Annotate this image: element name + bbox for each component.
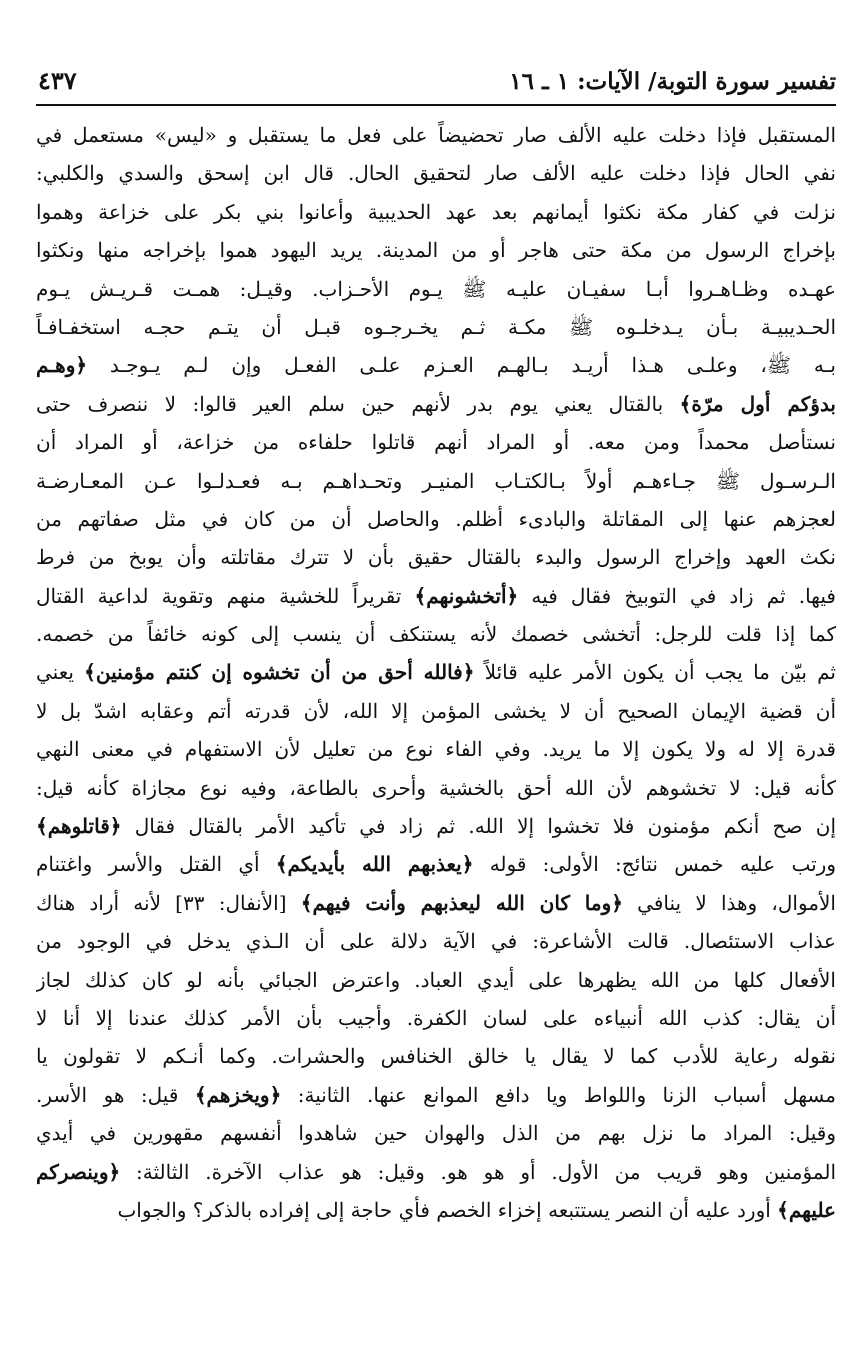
- text-line: [36, 308, 836, 346]
- quran-quote: ﴿فالله أحق من أن تخشوه إن كنتم مؤمنين﴾: [84, 660, 475, 685]
- running-header: [36, 62, 836, 102]
- text-segment: نستأصل محمداً ومن معه. أو المراد أنهم قاتلوا حلفاءه من خزاعة، أو المراد أن: [36, 430, 836, 455]
- text-segment: الحـديبيـة بـأن يـدخلـوه ﷺ مكـة ثـم يخـرجـوه قبـل أن يتـم حجـه استخفـافـاً: [36, 314, 836, 339]
- text-segment: إن صح أنكم مؤمنون فلا تخشوا إلا الله. ثم زاد في تأكيد الأمر بالقتال فقال: [121, 814, 836, 839]
- text-line: [36, 769, 836, 807]
- text-segment: [الأنفال: ٣٣] لأنه أراد هناك: [36, 890, 301, 915]
- text-line: [36, 500, 836, 538]
- text-line: [36, 845, 836, 883]
- text-line: [36, 154, 836, 192]
- text-line: [36, 193, 836, 231]
- text-segment: لعجزهم عنها إلى المقاتلة والبادىء أظلم. والحاصل أن من كان في مثل صفاتهم من: [36, 506, 836, 531]
- text-line: [36, 423, 836, 461]
- text-segment: بالقتال يعني يوم بدر لأنهم حين سلم العير قالوا: لا ننصرف حتى: [36, 391, 680, 416]
- text-segment: الأفعال كلها من الله يظهرها على أيدي العباد. واعترض الجبائي بأنه لو كان كذلك لجاز: [36, 967, 836, 992]
- quran-quote: ﴿وهـم: [36, 353, 88, 378]
- text-segment: نفي الحال فإذا دخلت عليه الألف صار لتحقيق الحال. قال ابن إسحق والسدي والكلبي:: [36, 161, 836, 186]
- text-line: [36, 1037, 836, 1075]
- text-segment: المستقبل فإذا دخلت عليه الألف صار تحضيضاً على فعل ما يستقبل و «ليس» مستعمل في: [36, 123, 836, 147]
- text-segment: ورتب عليه خمس نتائج: الأولى: قوله: [473, 852, 836, 877]
- text-line: [36, 231, 836, 269]
- text-line: [36, 538, 836, 576]
- quran-quote: ﴿يعذبهم الله بأيديكم﴾: [275, 852, 474, 877]
- text-segment: الـرسـول ﷺ جـاءهـم أولاً بـالكتـاب المنيـر وتحـداهـم بـه فعـدلـوا عـن المعـارضـة: [36, 468, 836, 493]
- header-title: تفسير سورة التوبة/ الآيات: ١ ـ ١٦: [509, 68, 836, 95]
- text-line: [36, 1076, 836, 1114]
- text-segment: عذاب الاستئصال. قالت الأشاعرة: في الآية دلالة على أن الـذي يدخل في الوجود من: [36, 929, 836, 954]
- text-line: [36, 692, 836, 730]
- text-segment: أورد عليه أن النصر يستتبعه إخزاء الخصم فأي حاجة إلى إفراده بالذكر؟ والجواب: [117, 1197, 778, 1222]
- text-line: [36, 1191, 836, 1229]
- text-segment: قيل: هو الأسر.: [36, 1082, 195, 1107]
- text-segment: أي القتل والأسر واغتنام: [36, 852, 276, 877]
- text-segment: نزلت في كفار مكة نكثوا أيمانهم بعد عهد الحديبية وأعانوا بني بكر على خزاعة وهموا: [36, 199, 836, 224]
- quran-quote: بدؤكم أول مرّة﴾: [679, 391, 836, 416]
- text-line: [36, 577, 836, 615]
- text-segment: كأنه قيل: لا تخشوهم لأن الله أحق بالخشية وأحرى بالطاعة، وفيه نوع مجازاة كأنه قيل:: [36, 775, 836, 800]
- quran-quote: ﴿وما كان الله ليعذبهم وأنت فيهم﴾: [300, 890, 623, 915]
- text-segment: عهـده وظـاهـروا أبـا سفيـان عليـه ﷺ يـوم الأحـزاب. وقيـل: همـت قـريـش يـوم: [36, 276, 836, 301]
- text-line: [36, 653, 836, 691]
- quran-quote: ﴿قاتلوهم﴾: [36, 814, 122, 839]
- quran-quote: ﴿ويخزهم﴾: [194, 1082, 282, 1107]
- text-segment: نقوله رعاية للأدب كما لا يقال يا خالق الخنافس والحشرات. وكما أنـكم لا تقولون يا: [36, 1044, 836, 1069]
- text-line: [36, 999, 836, 1037]
- text-line: [36, 270, 836, 308]
- text-line: [36, 615, 836, 653]
- text-line: [36, 884, 836, 922]
- text-segment: أن قضية الإيمان الصحيح أن لا يخشى المؤمن إلا الله، لأن قدرته أتم وعقابه اشدّ بل لا: [36, 698, 836, 723]
- text-line: [36, 462, 836, 500]
- text-line: [36, 116, 836, 154]
- text-segment: الأموال، وهذا لا ينافي: [622, 890, 836, 915]
- text-segment: وقيل: المراد ما نزل بهم من الذل والهوان حين شاهدوا أنفسهم مقهورين في أيدي: [36, 1121, 836, 1146]
- text-line: [36, 385, 836, 423]
- text-segment: المؤمنين وهو قريب من الأول. أو هو هو. وقيل: هو عذاب الآخرة. الثالثة:: [120, 1159, 836, 1184]
- text-segment: قدرة إلا له ولا يكون إلا ما يريد. وفي الفاء نوع من تعليل لأن الاستفهام في معنى النهي: [36, 737, 836, 762]
- text-segment: يعني: [36, 660, 85, 685]
- quran-quote: ﴿أتخشونهم﴾: [414, 583, 519, 608]
- text-line: [36, 807, 836, 845]
- text-segment: بـه ﷺ، وعلـى هـذا أريـد بـالهـم العـزم علـى الفعـل وإن لـم يـوجـد: [87, 353, 836, 378]
- text-line: [36, 961, 836, 999]
- text-line: [36, 1153, 836, 1191]
- page-number: ٤٣٧: [38, 66, 77, 95]
- text-segment: ثم بيّن ما يجب أن يكون الأمر عليه قائلاً: [474, 660, 836, 685]
- text-segment: مسهل أسباب الزنا واللواط ويا دافع الموانع عنها. الثانية:: [281, 1082, 836, 1107]
- quran-quote: عليهم﴾: [777, 1197, 836, 1222]
- text-segment: كما إذا قلت للرجل: أتخشى خصمك لأنه يستنكف أن ينسب إلى كونه خائفاً من خصمه.: [36, 622, 836, 647]
- text-line: [36, 346, 836, 384]
- text-segment: بإخراج الرسول من مكة حتى هاجر أو من المدينة. يريد اليهود هموا بإخراجه منها ونكثوا: [36, 238, 836, 263]
- text-line: [36, 1114, 836, 1152]
- header-divider: [36, 104, 836, 106]
- text-segment: تقريراً للخشية منهم وتقوية لداعية القتال: [36, 583, 415, 608]
- text-segment: فيها. ثم زاد في التوبيخ فقال فيه: [518, 583, 836, 608]
- text-line: [36, 922, 836, 960]
- quran-quote: ﴿وينصركم: [36, 1159, 121, 1184]
- text-line: [36, 730, 836, 768]
- commentary-text: [36, 116, 836, 1229]
- text-segment: أن يقال: كذب الله أنبياءه على لسان الكفرة. وأجيب بأن الأمر كذلك عندنا إلا أنا لا: [36, 1005, 836, 1030]
- text-segment: نكث العهد وإخراج الرسول والبدء بالقتال حقيق بأن لا تترك مقاتلته وأن يوبخ من فرط: [36, 545, 836, 570]
